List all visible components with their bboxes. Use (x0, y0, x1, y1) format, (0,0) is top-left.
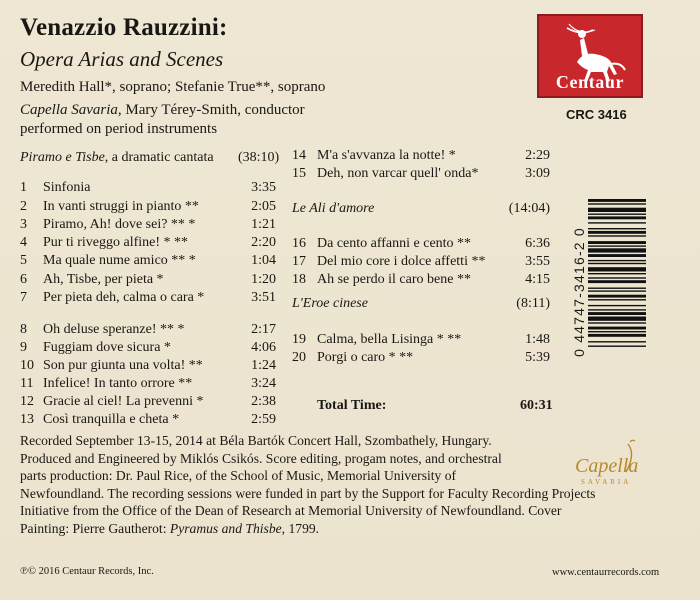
barcode-bar (588, 260, 646, 261)
barcode-bar (588, 263, 646, 264)
barcode-bar (588, 267, 646, 271)
barcode-bar (588, 299, 646, 300)
section-title-piramo (20, 150, 214, 166)
track-number: 8 (20, 322, 27, 337)
track-title: Sinfonia (43, 180, 91, 195)
track-number: 19 (292, 332, 306, 347)
track-number: 2 (20, 199, 27, 214)
track-number: 20 (292, 350, 306, 365)
section-time-piramo: (38:10) (238, 150, 280, 165)
barcode-bar (588, 208, 646, 212)
track-duration: 2:05 (251, 199, 276, 214)
barcode-bar (588, 228, 646, 229)
barcode-bar (588, 254, 646, 257)
barcode-number: 0 44747-3416-2 0 (571, 227, 587, 357)
composer-title: Venazzio Rauzzini: (20, 14, 228, 41)
track-duration: 2:38 (251, 394, 276, 409)
track-duration: 3:09 (525, 166, 550, 181)
soloists-credit: Meredith Hall*, soprano; Stefanie True**, soprano (20, 79, 326, 95)
barcode-bar (588, 216, 646, 219)
barcode-bar (588, 295, 646, 298)
barcode-bar (588, 309, 646, 310)
section-title-eroe (292, 296, 368, 312)
barcode-bar (588, 331, 646, 332)
notes-line: parts production: Dr. Paul Rice, of the School of Music, Memorial University of (20, 468, 457, 484)
track-duration: 1:20 (251, 272, 276, 287)
cover-painting-title: Pyramus and Thisbe (169, 520, 282, 536)
track-duration: 6:36 (525, 236, 550, 251)
album-subtitle: Opera Arias and Scenes (20, 47, 224, 71)
barcode-bar (588, 199, 646, 202)
track-number: 10 (20, 358, 34, 373)
track-title: Del mio core i dolce affetti ** (317, 254, 486, 269)
barcode-bar (588, 305, 646, 306)
barcode-bar (588, 290, 646, 291)
barcode-bar (588, 273, 646, 274)
conductor-credit: , Mary Térey-Smith, conductor (117, 102, 305, 118)
track-number: 13 (20, 412, 34, 427)
track-number: 11 (20, 376, 34, 391)
track-number: 9 (20, 340, 27, 355)
track-title: Fuggiam dove sicura * (43, 340, 171, 355)
track-title: Oh deluse speranze! ** * (43, 322, 185, 337)
track-duration: 2:59 (251, 412, 276, 427)
cover-painting-prefix: Painting: Pierre Gautherot: (20, 520, 170, 536)
track-number: 7 (20, 290, 27, 305)
barcode-bar (588, 231, 646, 234)
barcode-bar (588, 346, 646, 347)
track-number: 18 (292, 272, 306, 287)
barcode-bar (588, 245, 646, 246)
track-title: Pur ti riveggo alfine! * ** (43, 235, 189, 250)
barcode-bar (588, 277, 646, 278)
section-title-piramo-suffix: , a dramatic cantata (104, 150, 214, 165)
centaur-logo (537, 14, 643, 98)
track-title: Deh, non varcar quell' onda* (317, 166, 479, 181)
total-time-value: 60:31 (520, 398, 553, 413)
track-title: Porgi o caro * ** (317, 350, 414, 365)
track-title: M'a s'avvanza la notte! * (317, 148, 456, 163)
capella-savaria-logo (572, 438, 642, 508)
ensemble-credit (20, 102, 305, 119)
track-title: Da cento affanni e cento ** (317, 236, 472, 251)
ensemble-name: Capella Savaria (20, 102, 118, 118)
section-time-eroe: (8:11) (516, 296, 550, 311)
notes-line: Newfoundland. The recording sessions were funded in part by the Support for Faculty Recording Projects (20, 485, 596, 501)
barcode-bar (588, 248, 646, 252)
track-number: 12 (20, 394, 34, 409)
track-number: 14 (292, 148, 306, 163)
track-number: 5 (20, 253, 27, 268)
track-title: Piramo, Ah! dove sei? ** * (43, 217, 196, 232)
barcode-bar (588, 214, 646, 215)
barcode-bar (588, 341, 646, 342)
notes-line (20, 520, 660, 538)
notes-line: Initiative from the Office of the Dean of Research at Memorial University of Newfoundland. Cover (20, 503, 562, 519)
track-title: Ah, Tisbe, per pieta * (43, 272, 164, 287)
total-time-label: Total Time: (317, 398, 387, 413)
section-title-eroe-name: L'Eroe cinese (292, 296, 368, 311)
barcode-bar (588, 334, 646, 337)
track-duration: 3:35 (251, 180, 276, 195)
centaur-logo-text: Centaur (555, 72, 625, 92)
track-title: Ma quale nume amico ** * (43, 253, 196, 268)
cover-painting-year: , 1799. (281, 520, 320, 536)
capella-logo-sub: SAVARIA (581, 478, 632, 486)
section-time-ali: (14:04) (508, 201, 550, 216)
track-number: 16 (292, 236, 306, 251)
track-duration: 2:29 (525, 148, 550, 163)
track-number: 4 (20, 235, 27, 250)
track-title: Calma, bella Lisinga * ** (317, 332, 462, 347)
track-title: Son pur giunta una volta! ** (43, 358, 203, 373)
track-duration: 5:39 (525, 350, 550, 365)
track-number: 1 (20, 180, 27, 195)
track-duration: 2:20 (251, 235, 276, 250)
barcode-bar (588, 322, 646, 323)
track-title: Infelice! In tanto orrore ** (43, 376, 193, 391)
notes-line: Recorded September 13-15, 2014 at Béla Bartók Concert Hall, Szombathely, Hungary. (20, 433, 492, 448)
track-duration: 2:17 (251, 322, 276, 337)
barcode-digits (568, 185, 587, 400)
track-duration: 4:15 (525, 272, 550, 287)
capella-logo-word: Capella (575, 455, 639, 477)
website-url[interactable]: www.centaurrecords.com (552, 567, 660, 578)
section-title-ali (292, 201, 374, 217)
track-title: Ah se perdo il caro bene ** (317, 272, 471, 287)
copyright: ℗© 2016 Centaur Records, Inc. (20, 566, 154, 577)
track-title: In vanti struggi in pianto ** (43, 199, 199, 214)
track-duration: 3:24 (251, 376, 276, 391)
track-duration: 4:06 (251, 340, 276, 355)
barcode-bar (588, 280, 646, 283)
barcode-bar (588, 241, 646, 244)
recording-notes (20, 432, 660, 538)
track-number: 15 (292, 166, 306, 181)
track-duration: 3:55 (525, 254, 550, 269)
track-number: 6 (20, 272, 27, 287)
barcode-bar (588, 222, 646, 223)
section-title-piramo-name: Piramo e Tisbe (20, 150, 105, 165)
barcode-bar (588, 288, 646, 289)
track-title: Gracie al ciel! La prevenni * (43, 394, 204, 409)
barcode-bar (588, 235, 646, 236)
track-title: Per pieta deh, calma o cara * (43, 290, 205, 305)
track-title: Così tranquilla e cheta * (43, 412, 180, 427)
section-title-ali-name: Le Ali d'amore (292, 201, 375, 216)
track-duration: 1:04 (251, 253, 276, 268)
track-number: 3 (20, 217, 27, 232)
catalog-number: CRC 3416 (566, 107, 627, 122)
barcode-bar (588, 312, 646, 315)
notes-line: Produced and Engineered by Miklós Csikós. Score editing, progam notes, and orchestral (20, 450, 502, 466)
barcode-bar (588, 203, 646, 204)
period-instruments-note: performed on period instruments (20, 121, 218, 137)
barcode-bar (588, 327, 646, 330)
track-number: 17 (292, 254, 306, 269)
track-duration: 1:24 (251, 358, 276, 373)
track-duration: 3:51 (251, 290, 276, 305)
track-duration: 1:21 (251, 217, 276, 232)
track-duration: 1:48 (525, 332, 550, 347)
barcode-bar (588, 317, 646, 321)
